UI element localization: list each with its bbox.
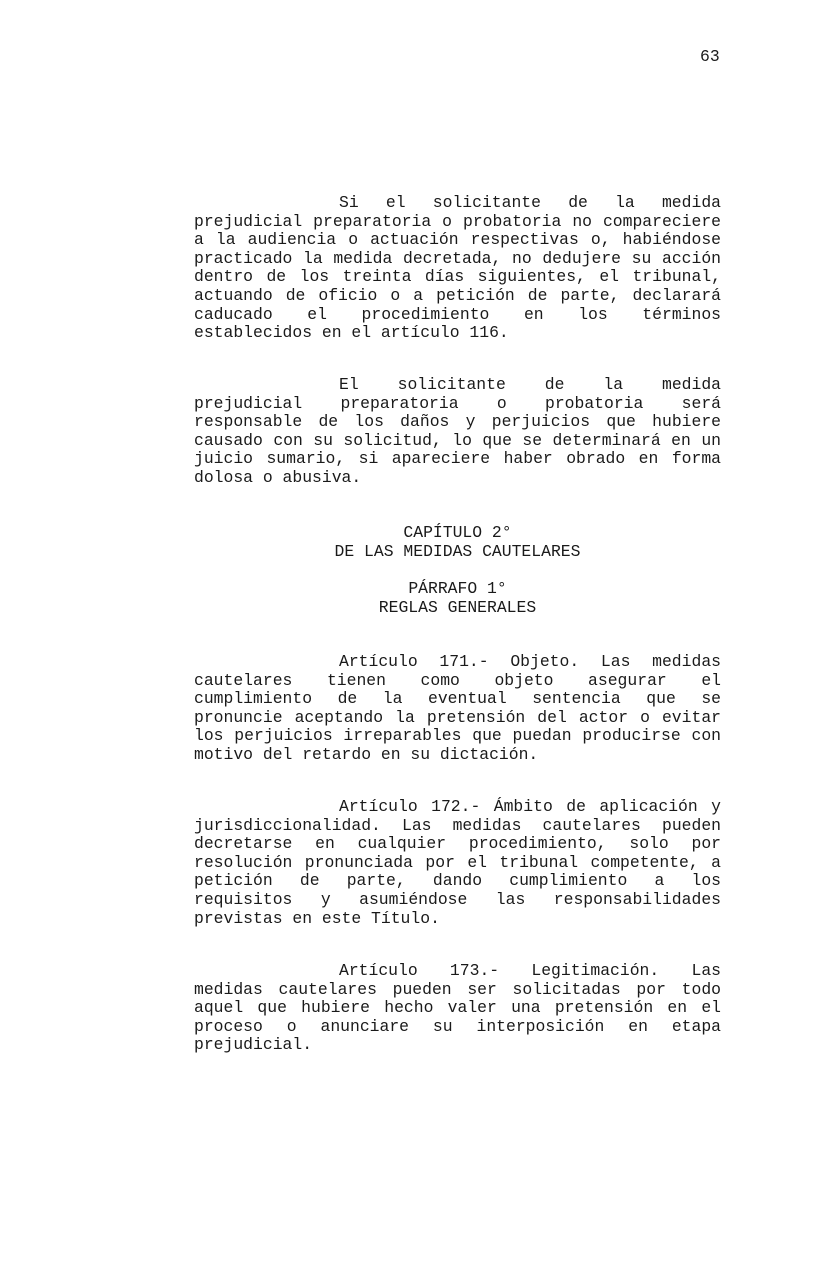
text-line: jurisdiccionalidad. Las medidas cautelares pueden (194, 815, 721, 835)
text-line: prejudicial preparatoria o probatoria no compareciere (194, 211, 721, 231)
text-line: causado con su solicitud, lo que se determinará en un (194, 430, 721, 450)
paragraph-caducidad (194, 194, 721, 343)
section-subtitle: REGLAS GENERALES (378, 597, 537, 617)
text-line: a la audiencia o actuación respectivas o, habiéndose (194, 230, 721, 250)
text-line: dentro de los treinta días siguientes, el tribunal, (194, 267, 721, 287)
text-line: dolosa o abusiva. (194, 467, 362, 487)
text-line: los perjuicios irreparables que puedan producirse con (194, 726, 721, 746)
text-line: Artículo 173.- Legitimación. Las (339, 961, 721, 980)
page-number: 63 (700, 47, 720, 66)
text-line: prejudicial. (194, 1035, 313, 1055)
text-line: El solicitante de la medida (339, 375, 721, 394)
article-172 (194, 798, 721, 928)
text-line: petición de parte, dando cumplimiento a los (194, 871, 721, 891)
article-171 (194, 653, 721, 765)
text-line: decretarse en cualquier procedimiento, solo por (194, 834, 721, 854)
text-line: juicio sumario, si apareciere haber obrado en forma (194, 449, 721, 469)
chapter-heading (194, 524, 721, 561)
text-line: establecidos en el artículo 116. (194, 323, 509, 343)
section-title: PÁRRAFO 1° (408, 579, 507, 598)
text-line: Si el solicitante de la medida (339, 193, 721, 212)
text-line: pronuncie aceptando la pretensión del actor o evitar (194, 707, 721, 727)
chapter-subtitle: DE LAS MEDIDAS CAUTELARES (334, 541, 581, 561)
text-line: actuando de oficio o a petición de parte, declarará (194, 285, 721, 305)
text-line: motivo del retardo en su dictación. (194, 744, 539, 764)
text-line: responsable de los daños y perjuicios que hubiere (194, 412, 721, 432)
text-line: medidas cautelares pueden ser solicitadas por todo (194, 979, 721, 999)
article-173 (194, 962, 721, 1055)
text-line: Artículo 171.- Objeto. Las medidas (339, 652, 721, 671)
section-heading (194, 580, 721, 617)
text-line: prejudicial preparatoria o probatoria será (194, 393, 721, 413)
text-line: cautelares tienen como objeto asegurar el (194, 670, 721, 690)
text-line: requisitos y asumiéndose las responsabilidades (194, 889, 721, 909)
text-line: aquel que hubiere hecho valer una pretensión en el (194, 998, 721, 1018)
text-line: caducado el procedimiento en los términos (194, 304, 721, 324)
text-line: Artículo 172.- Ámbito de aplicación y (339, 797, 721, 816)
text-line: cumplimiento de la eventual sentencia que se (194, 689, 721, 709)
paragraph-responsabilidad (194, 376, 721, 488)
text-line: practicado la medida decretada, no dedujere su acción (194, 248, 721, 268)
text-line: previstas en este Título. (194, 908, 440, 928)
text-line: resolución pronunciada por el tribunal competente, a (194, 852, 721, 872)
text-line: proceso o anunciare su interposición en etapa (194, 1016, 721, 1036)
chapter-title: CAPÍTULO 2° (403, 523, 512, 542)
